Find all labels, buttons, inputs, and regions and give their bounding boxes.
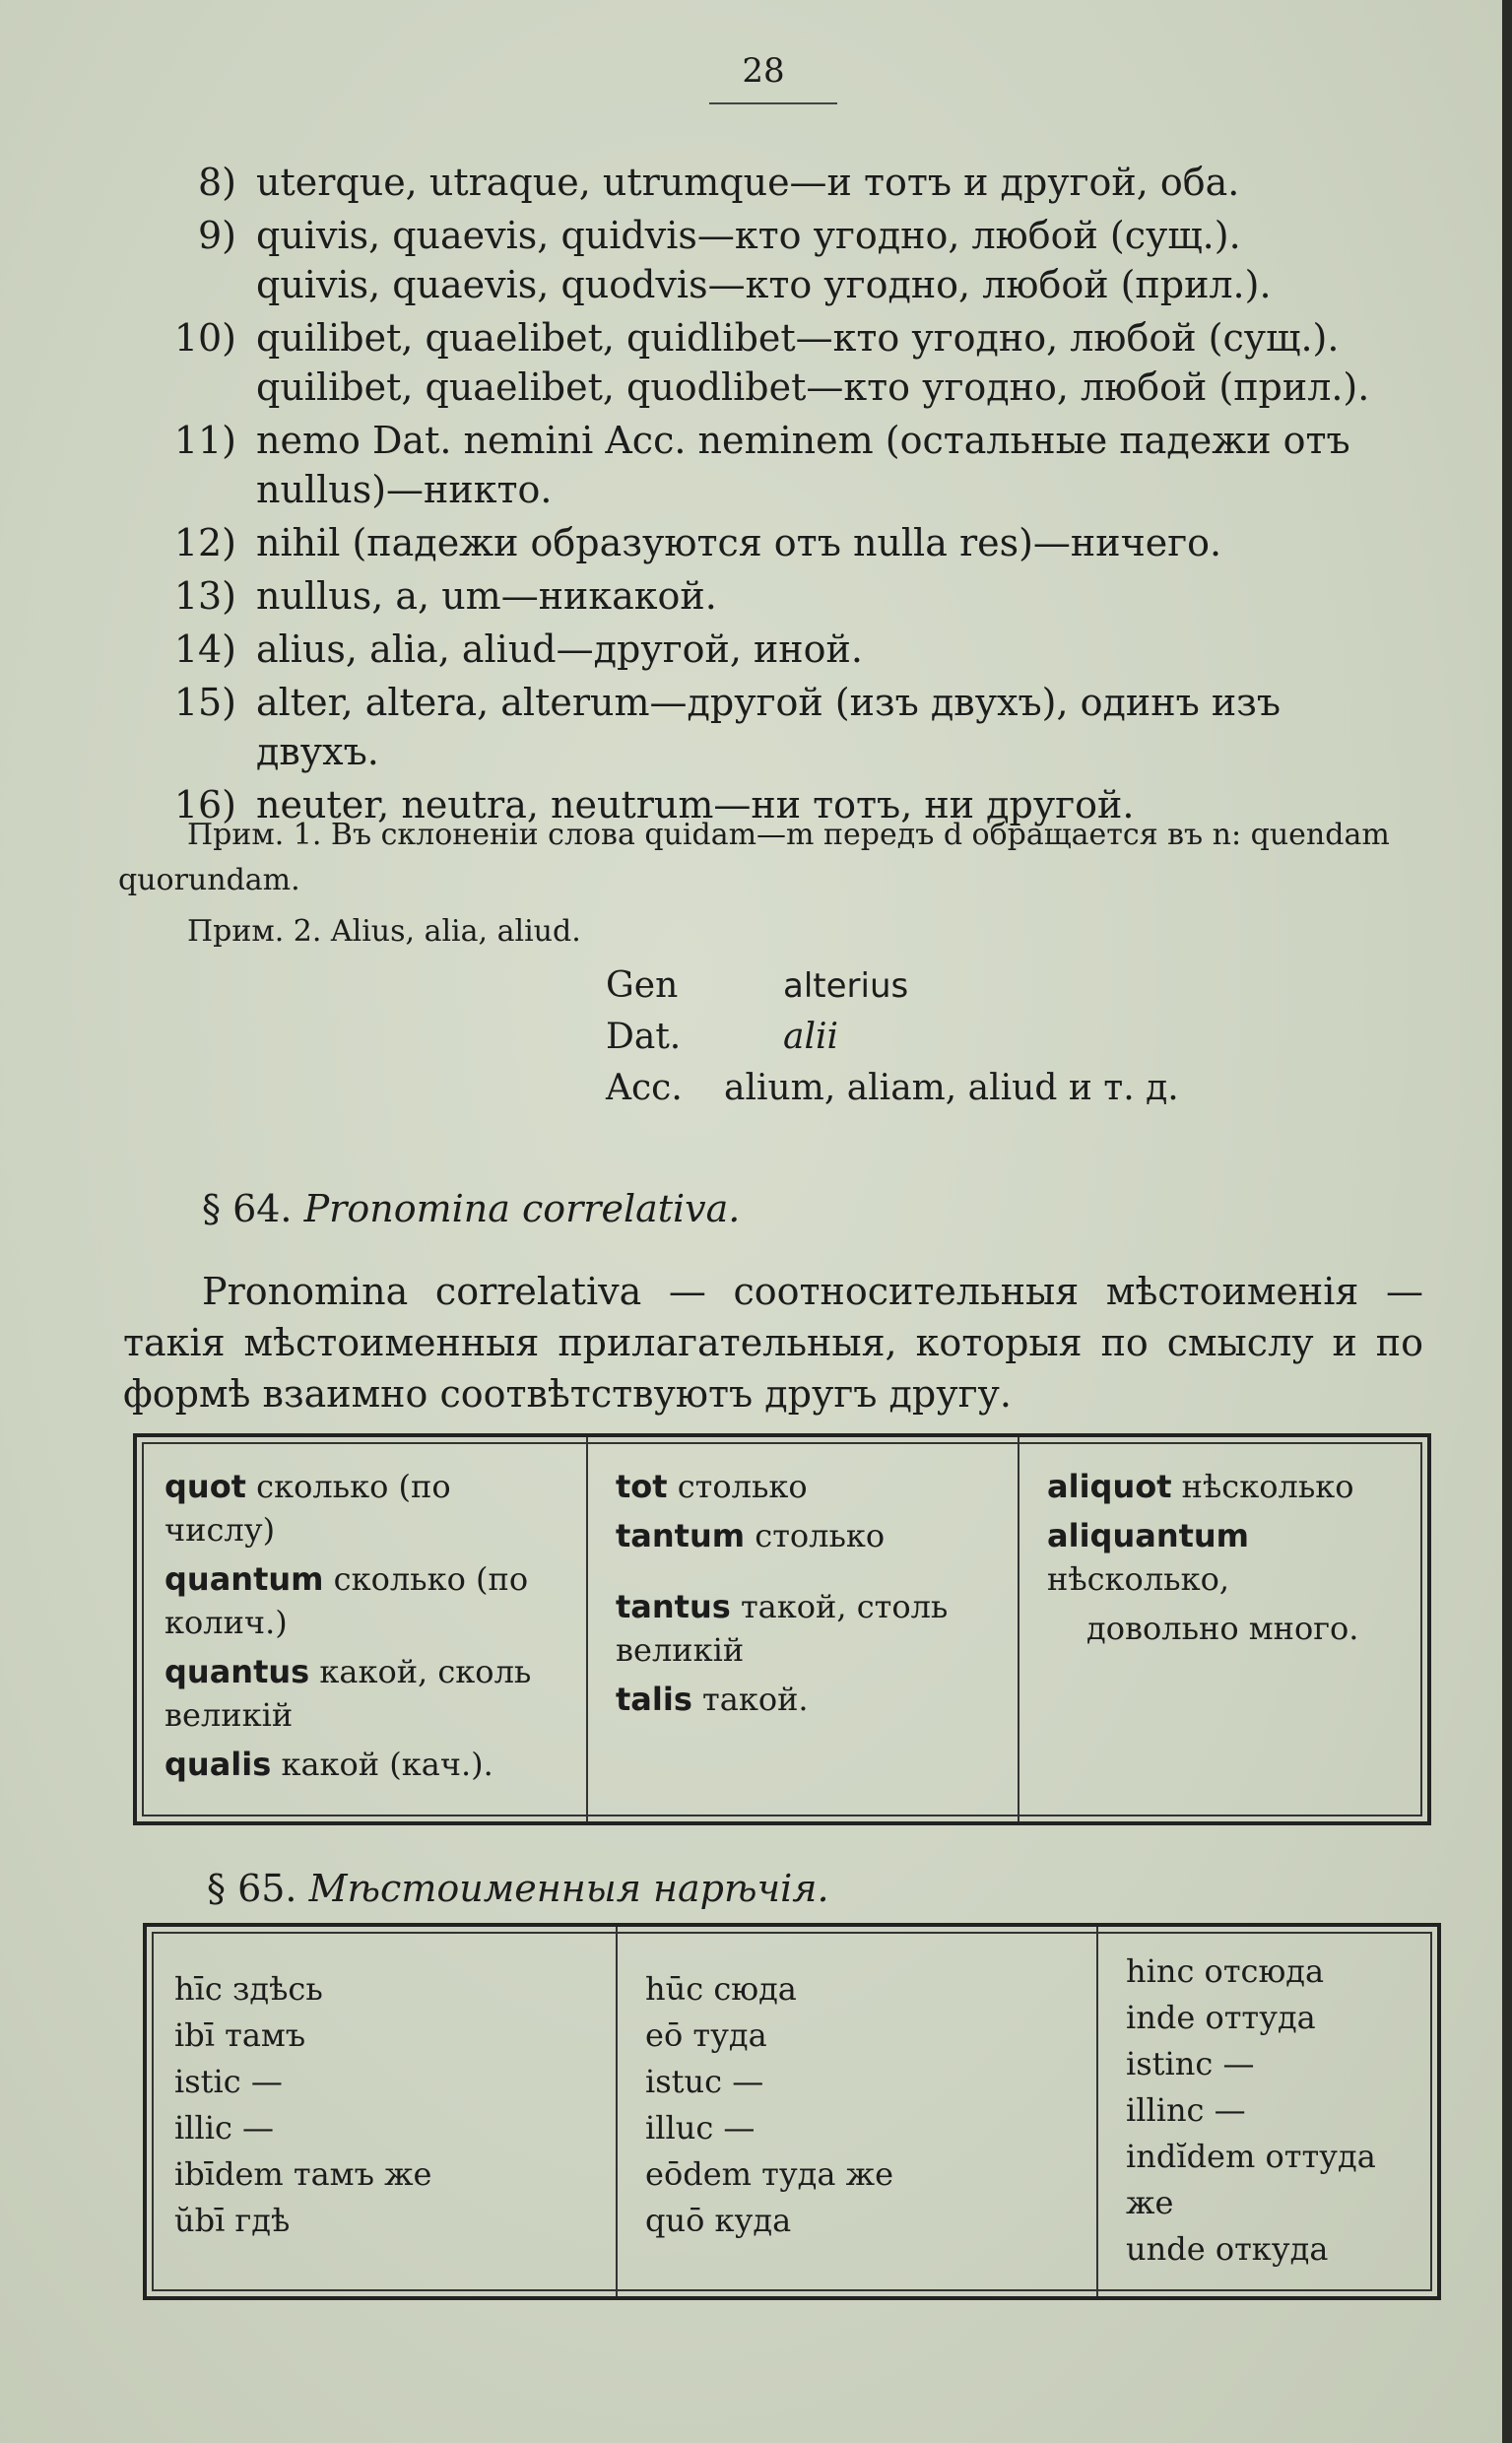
table-cell: hinc отсюда <box>1126 1952 1325 1990</box>
table-cell: ŭbī гдѣ <box>174 2202 291 2239</box>
translation: сколько (по колич.) <box>164 1560 529 1641</box>
correlative-table <box>133 1433 1431 1825</box>
table-cell: illic — <box>174 2109 275 2146</box>
list-item <box>148 678 1428 776</box>
list-item <box>148 211 1428 309</box>
latin-word: tot <box>616 1468 668 1505</box>
table-cell <box>616 1585 1000 1672</box>
section-64-heading <box>202 1187 740 1230</box>
translation: столько <box>745 1517 886 1554</box>
table-cell: quō куда <box>645 2202 792 2239</box>
table-cell: ibīdem тамъ же <box>174 2155 432 2193</box>
definition-paragraph: Pronomina correlativa — соотносительныя мѣстоименія — такія мѣстоименныя прилагательныя, которыя по смыслу и по формѣ взаимно соотвѣтствуютъ другъ другу. <box>123 1270 1423 1416</box>
section-title: Pronomina correlativa. <box>303 1187 741 1230</box>
item-text: quilibet, quaelibet, quodlibet—кто угодно, любой (прил.). <box>256 365 1370 409</box>
item-text: alius, alia, aliud—другой, иной. <box>256 627 863 671</box>
table-cell: istic — <box>174 2063 283 2100</box>
item-text: двухъ. <box>256 730 379 773</box>
declension-row <box>606 1063 1179 1114</box>
latin-word: talis <box>616 1681 692 1718</box>
table-cell <box>1047 1607 1410 1650</box>
latin-word: tantus <box>616 1588 731 1625</box>
list-item <box>148 571 1428 621</box>
latin-word: aliquot <box>1047 1468 1172 1505</box>
table-cell <box>164 1650 568 1737</box>
list-item <box>148 518 1428 567</box>
notes <box>118 813 1418 955</box>
table-cell: istinc — <box>1126 2045 1255 2082</box>
item-number: 16) <box>173 783 236 826</box>
pronoun-list <box>148 158 1428 833</box>
table-cell: illinc — <box>1126 2091 1246 2129</box>
latin-word: aliquantum <box>1047 1517 1250 1554</box>
latin-word: quantum <box>164 1560 324 1598</box>
adverbs-table <box>143 1923 1441 2300</box>
item-text: quivis, quaevis, quidvis—кто угодно, любой (сущ.). <box>256 214 1241 257</box>
table-cell: hīc здѣсь <box>174 1970 323 2008</box>
page-number: 28 <box>742 51 785 91</box>
latin-word: qualis <box>164 1746 272 1783</box>
case-label: Gen <box>606 965 679 1006</box>
item-text: quivis, quaevis, quodvis—кто угодно, любой (прил.). <box>256 263 1272 306</box>
table-column <box>588 1437 1019 1821</box>
item-number: 15) <box>173 681 236 724</box>
table-cell: hūc сюда <box>645 1970 797 2008</box>
translation: такой. <box>691 1681 809 1718</box>
table-cell <box>616 1465 1000 1508</box>
item-number: 12) <box>173 521 236 564</box>
item-text: nihil (падежи образуются отъ nulla res)—ничего. <box>256 521 1222 564</box>
table-cell <box>164 1743 568 1786</box>
declension-row <box>606 960 1179 1012</box>
table-cell <box>1047 1514 1410 1601</box>
case-form: alii <box>783 1017 839 1057</box>
note-2: Прим. 2. Alius, alia, aliud. <box>187 914 581 949</box>
translation: такой, столь великій <box>616 1588 949 1669</box>
table-cell <box>616 1514 1000 1557</box>
table-cell: eō туда <box>645 2016 767 2054</box>
table-cell <box>164 1557 568 1644</box>
table-cell: inde оттуда <box>1126 1999 1316 2036</box>
page-number-rule <box>709 102 837 104</box>
case-form: alium, aliam, aliud и т. д. <box>724 1068 1179 1108</box>
table-column <box>137 1437 588 1821</box>
translation: какой (кач.). <box>271 1746 493 1783</box>
table-cell: istuc — <box>645 2063 764 2100</box>
declension-row <box>606 1012 1179 1063</box>
declension-table <box>606 960 1179 1114</box>
table-column <box>618 1927 1098 2296</box>
item-number: 11) <box>173 419 236 462</box>
list-item <box>148 158 1428 207</box>
table-column <box>1098 1927 1437 2296</box>
table-cell: eōdem туда же <box>645 2155 893 2193</box>
item-number: 8) <box>197 161 236 204</box>
table-column <box>1019 1437 1427 1821</box>
table-cell <box>616 1678 1000 1721</box>
item-number: 9) <box>197 214 236 257</box>
page-edge <box>1502 0 1512 2443</box>
section-65-heading <box>207 1867 829 1910</box>
table-cell <box>164 1465 568 1552</box>
item-text: nullus)—никто. <box>256 468 553 511</box>
item-number: 13) <box>173 574 236 618</box>
section-title: Мѣстоименныя нарѣчія. <box>308 1867 829 1910</box>
table-cell <box>1047 1465 1410 1508</box>
section-number: § 65. <box>207 1867 297 1910</box>
item-text: nemo Dat. nemini Acc. neminem (остальные падежи отъ <box>256 419 1350 462</box>
latin-word: tantum <box>616 1517 746 1554</box>
table-cell: illuc — <box>645 2109 756 2146</box>
table-cell: indĭdem оттуда же <box>1126 2138 1376 2221</box>
table-cell: ibī тамъ <box>174 2016 306 2054</box>
list-item <box>148 313 1428 412</box>
spacer <box>616 1563 1000 1585</box>
case-form: alterius <box>783 966 909 1006</box>
latin-word: quot <box>164 1468 246 1505</box>
case-label: Dat. <box>606 1017 682 1057</box>
item-text: quilibet, quaelibet, quidlibet—кто угодно, любой (сущ.). <box>256 316 1340 360</box>
translation: нѣсколько <box>1171 1468 1354 1505</box>
item-text: uterque, utraque, utrumque—и тотъ и другой, оба. <box>256 161 1240 204</box>
translation: нѣсколько, <box>1047 1560 1229 1598</box>
table-column <box>147 1927 618 2296</box>
item-number: 14) <box>173 627 236 671</box>
item-number: 10) <box>173 316 236 360</box>
case-label: Acc. <box>606 1068 683 1108</box>
latin-word: quantus <box>164 1653 310 1690</box>
note-1: Прим. 1. Въ склоненіи слова quidam—m передъ d обращается въ n: quendam quorundam. <box>118 818 1390 897</box>
item-text: nullus, a, um—никакой. <box>256 574 717 618</box>
item-text: alter, altera, alterum—другой (изъ двухъ), одинъ изъ <box>256 681 1282 724</box>
item-text: neuter, neutra, neutrum—ни тотъ, ни другой. <box>256 783 1135 826</box>
translation: какой, сколь великій <box>164 1653 532 1734</box>
list-item <box>148 625 1428 674</box>
list-item <box>148 416 1428 514</box>
table-cell: unde откуда <box>1126 2230 1329 2268</box>
section-number: § 64. <box>202 1187 293 1230</box>
translation: столько <box>667 1468 808 1505</box>
translation: сколько (по числу) <box>164 1468 451 1549</box>
translation: довольно много. <box>1086 1610 1359 1647</box>
